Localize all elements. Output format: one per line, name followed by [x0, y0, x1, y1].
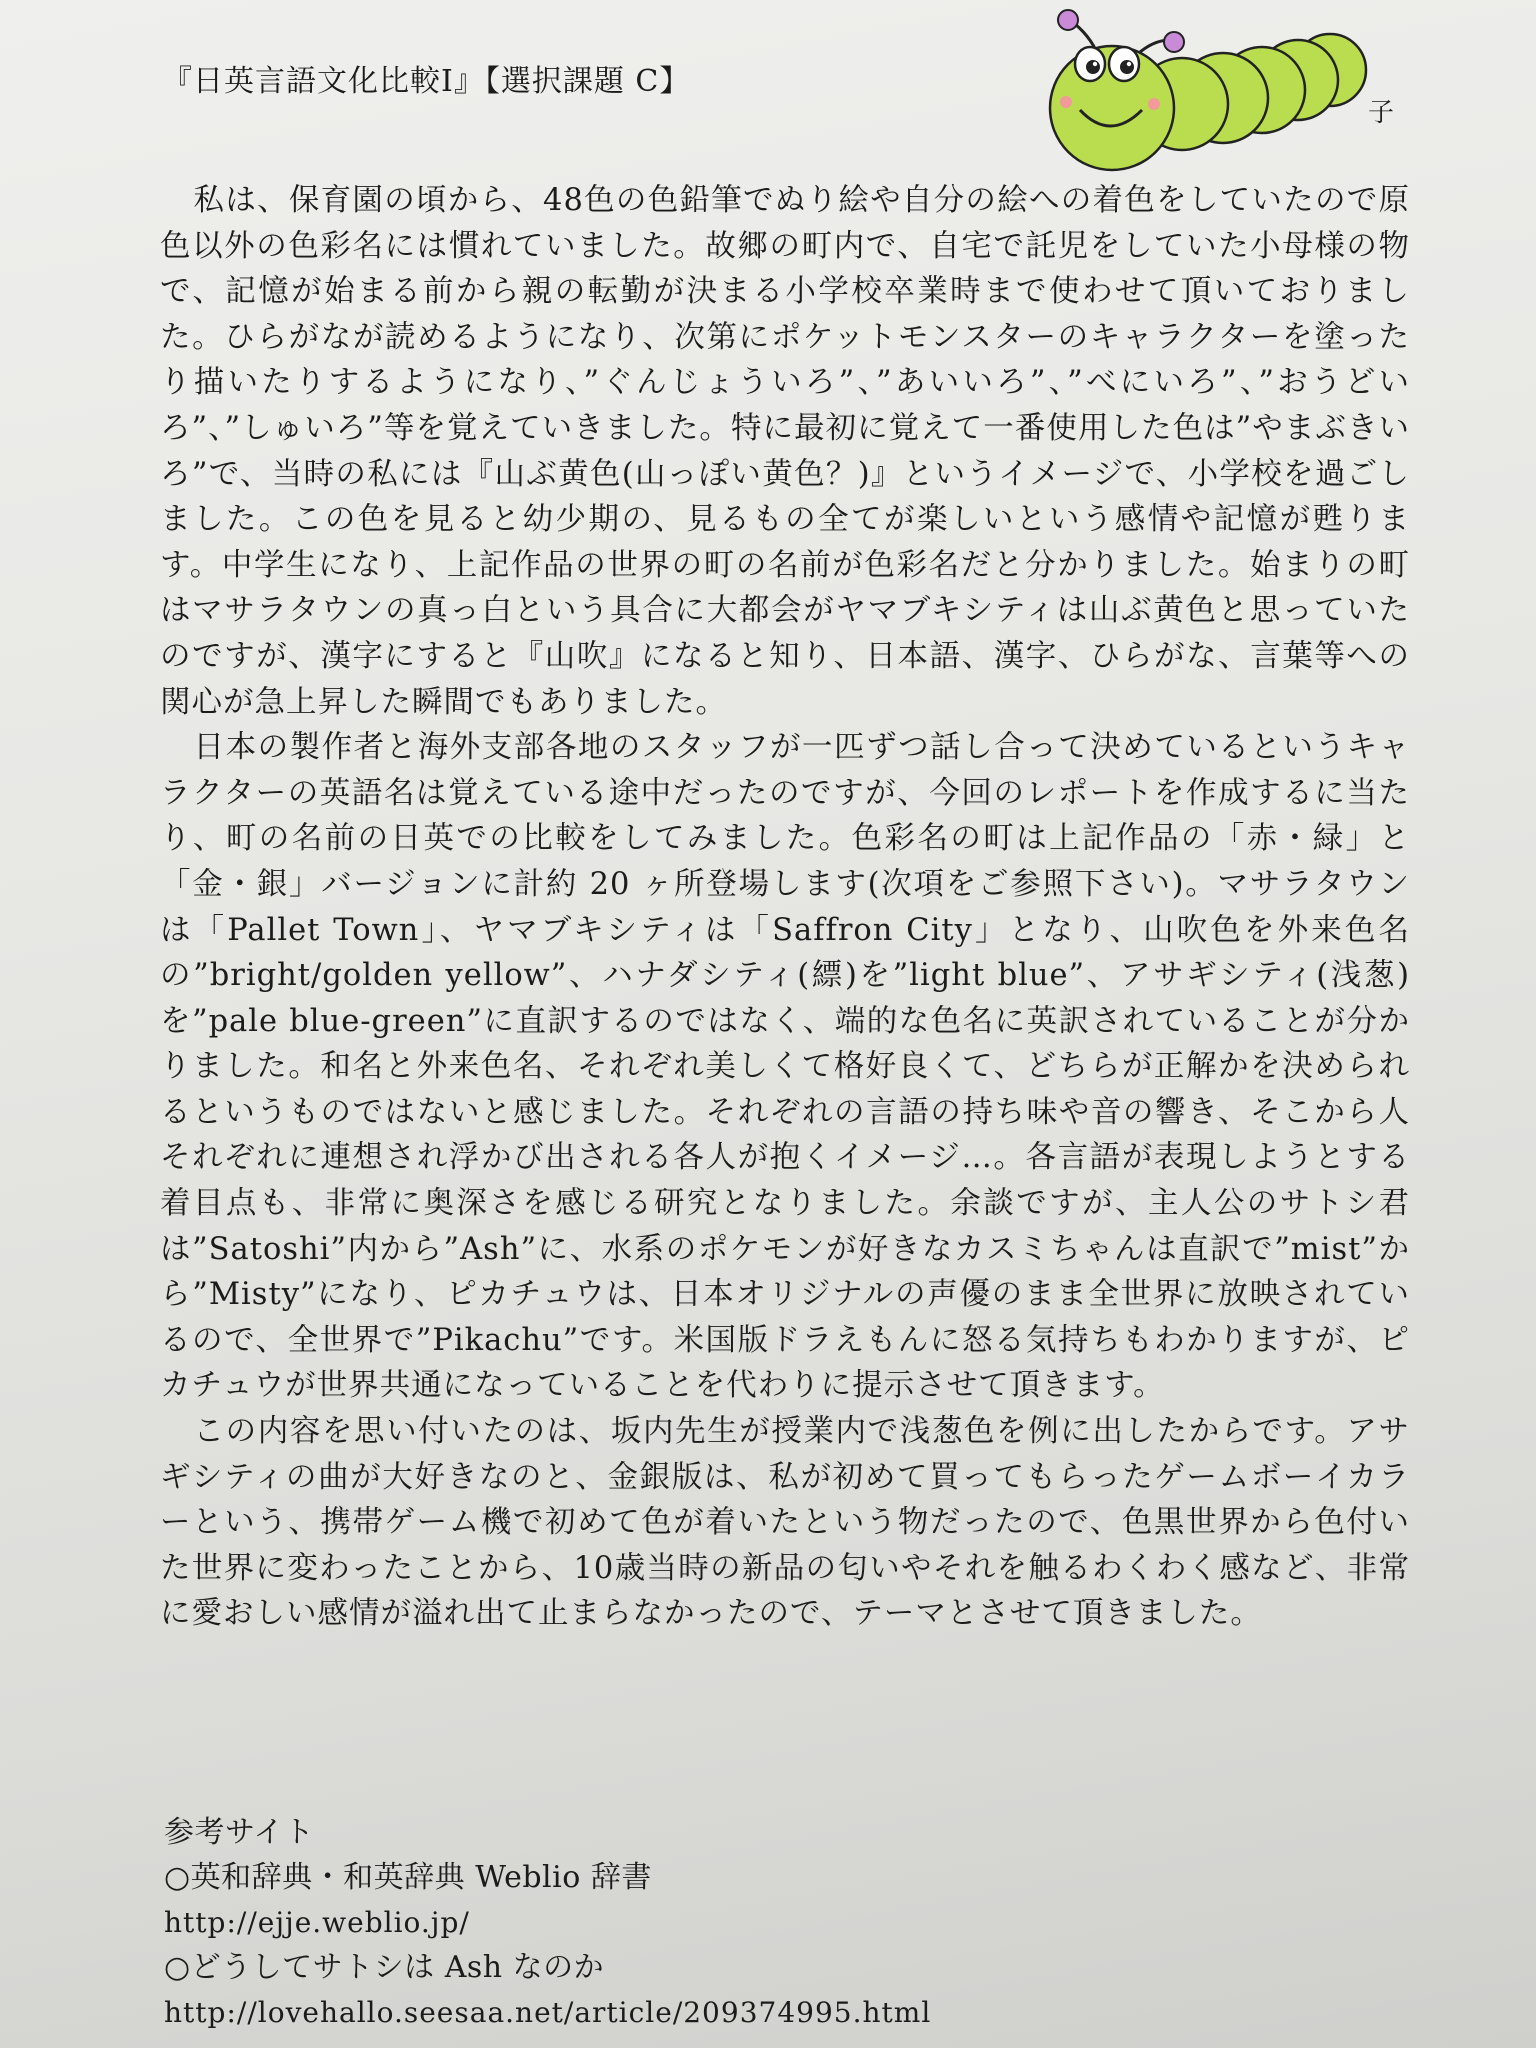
reference-title: ○英和辞典・和英辞典 Weblio 辞書 — [164, 1860, 652, 1895]
paragraph: 日本の製作者と海外支部各地のスタッフが一匹ずつ話し合って決めているというキャラクターの英語名は覚えている途中だったのですが、今回のレポートを作成するに当たり、町の名前の日英での比較をしてみました。色彩名の町は上記作品の「赤・緑」と「金・銀」バージョンに計約 20 ヶ所登場します(次項をご参照下さい)。マサラタウンは「Pallet Town」、ヤマブキシティは「Saffron City」となり、山吹色を外来色名の”bright/golden yellow”、ハナダシティ(縹)を”light blue”、アサギシティ(浅葱)を”pale blue-green”に直訳するのではなく、端的な色名に英訳されていることが分かりました。和名と外来色名、それぞれ美しくて格好良くて、どちらが正解かを決められるというものではないと感じました。それぞれの言語の持ち味や音の響き、そこから人それぞれに連想され浮かび出される各人が抱くイメージ…。各言語が表現しようとする着目点も、非常に奥深さを感じる研究となりました。余談ですが、主人公のサトシ君は”Satoshi”内から”Ash”に、水系のポケモンが好きなカスミちゃんは直訳で”mist”から”Misty”になり、ピカチュウは、日本オリジナルの声優のまま全世界に放映されているので、全世界で”Pikachu”です。米国版ドラえもんに怒る気持ちもわかりますが、ピカチュウが世界共通になっていることを代わりに提示させて頂きます。 — [160, 730, 1410, 1404]
course-title: 『日英言語文化比較Ⅰ』【選択課題 C】 — [162, 64, 691, 99]
caterpillar-icon — [1030, 0, 1390, 180]
reference-url: http://lovehallo.seesaa.net/article/209374995.html — [164, 1996, 932, 2029]
references — [164, 1810, 1464, 2035]
paragraph: この内容を思い付いたのは、坂内先生が授業内で浅葱色を例に出したからです。アサギシティの曲が大好きなのと、金銀版は、私が初めて買ってもらったゲームボーイカラーという、携帯ゲーム機で初めて色が着いたという物だったので、色黒世界から色付いた世界に変わったことから、10歳当時の新品の匂いやそれを触るわくわく感など、非常に愛おしい感情が溢れ出て止まらなかったので、テーマとさせて頂きました。 — [160, 1414, 1410, 1632]
report-body — [160, 178, 1410, 1637]
paragraph: 私は、保育園の頃から、48色の色鉛筆でぬり絵や自分の絵への着色をしていたので原色以外の色彩名には慣れていました。故郷の町内で、自宅で託児をしていた小母様の物で、記憶が始まる前から親の転勤が決まる小学校卒業時まで使わせて頂いておりました。ひらがなが読めるようになり、次第にポケットモンスターのキャラクターを塗ったり描いたりするようになり、”ぐんじょういろ”、”あいいろ”、”べにいろ”、”おうどいろ”、”しゅいろ”等を覚えていきました。特に最初に覚えて一番使用した色は”やまぶきいろ”で、当時の私には『山ぶ黄色(山っぽい黄色？)』というイメージで、小学校を過ごしました。この色を見ると幼少期の、見るもの全てが楽しいという感情や記憶が甦ります。中学生になり、上記作品の世界の町の名前が色彩名だと分かりました。始まりの町はマサラタウンの真っ白という具合に大都会がヤマブキシティは山ぶ黄色と思っていたのですが、漢字にすると『山吹』になると知り、日本語、漢字、ひらがな、言葉等への関心が急上昇した瞬間でもありました。 — [160, 183, 1410, 720]
references-heading: 参考サイト — [164, 1815, 315, 1850]
author-initial: 子 — [1368, 98, 1395, 128]
reference-url: http://ejje.weblio.jp/ — [164, 1906, 470, 1939]
reference-title: ○どうしてサトシは Ash なのか — [164, 1950, 605, 1985]
